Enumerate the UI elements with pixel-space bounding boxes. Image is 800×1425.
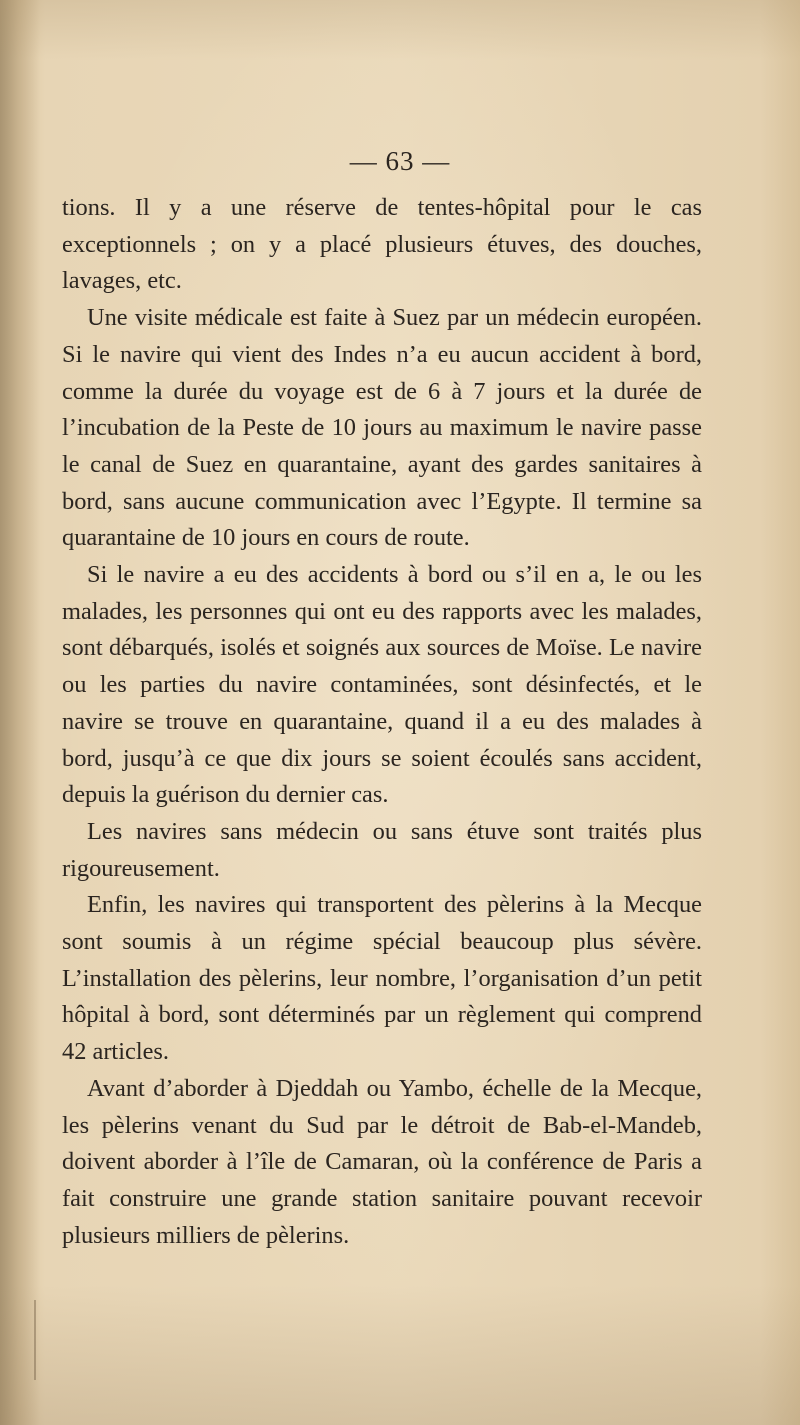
body-text	[62, 190, 702, 1254]
page-gutter-shadow	[0, 0, 40, 1425]
paragraph-pelerins-mecque: Enfin, les navires qui transportent des pèlerins à la Mecque sont soumis à un régime spécial beaucoup plus sévère. L’installation des pèlerins, leur nombre, l’organisation d’un petit hôpital à bord, sont déterminés par un règlement qui comprend 42 articles.	[62, 891, 702, 1066]
paragraph-accidents-a-bord: Si le navire a eu des accidents à bord ou s’il en a, le ou les malades, les personnes qui ont eu des rapports avec les malades, sont débarqués, isolés et soignés aux sources de Moïse. Le navire ou les parties du navire contaminées, sont désinfectés, et le navire se trouve en quarantaine, quand il a eu des malades à bord, jusqu’à ce que dix jours se soient écoulés sans accident, depuis la guérison du dernier cas.	[62, 561, 702, 809]
paragraph-visite-medicale: Une visite médicale est faite à Suez par un médecin européen. Si le navire qui vient des Indes n’a eu aucun accident à bord, comme la durée du voyage est de 6 à 7 jours et la durée de l’incubation de la Peste de 10 jours au maximum le navire passe le canal de Suez en quarantaine, ayant des gardes sanitaires à bord, sans aucune communication avec l’Egypte. Il termine sa quarantaine de 10 jours en cours de route.	[62, 304, 702, 552]
page-bottom-shade	[0, 1285, 800, 1425]
page-number: — 63 —	[349, 146, 451, 176]
paragraph-navires-sans-medecin: Les navires sans médecin ou sans étuve sont traités plus rigoureusement.	[62, 817, 702, 882]
paragraph-camaran: Avant d’aborder à Djeddah ou Yambo, échelle de la Mecque, les pèlerins venant du Sud par le détroit de Bab-el-Mandeb, doivent aborder à l’île de Camaran, où la conférence de Paris a fait construire une grande station sanitaire pouvant recevoir plusieurs milliers de pèlerins.	[62, 1074, 702, 1249]
page-top-shade	[0, 0, 800, 60]
binding-mark	[34, 1300, 36, 1380]
paragraph-continuation: tions. Il y a une réserve de tentes-hôpital pour le cas exceptionnels ; on y a placé plusieurs étuves, des douches, lavages, etc.	[62, 194, 702, 295]
